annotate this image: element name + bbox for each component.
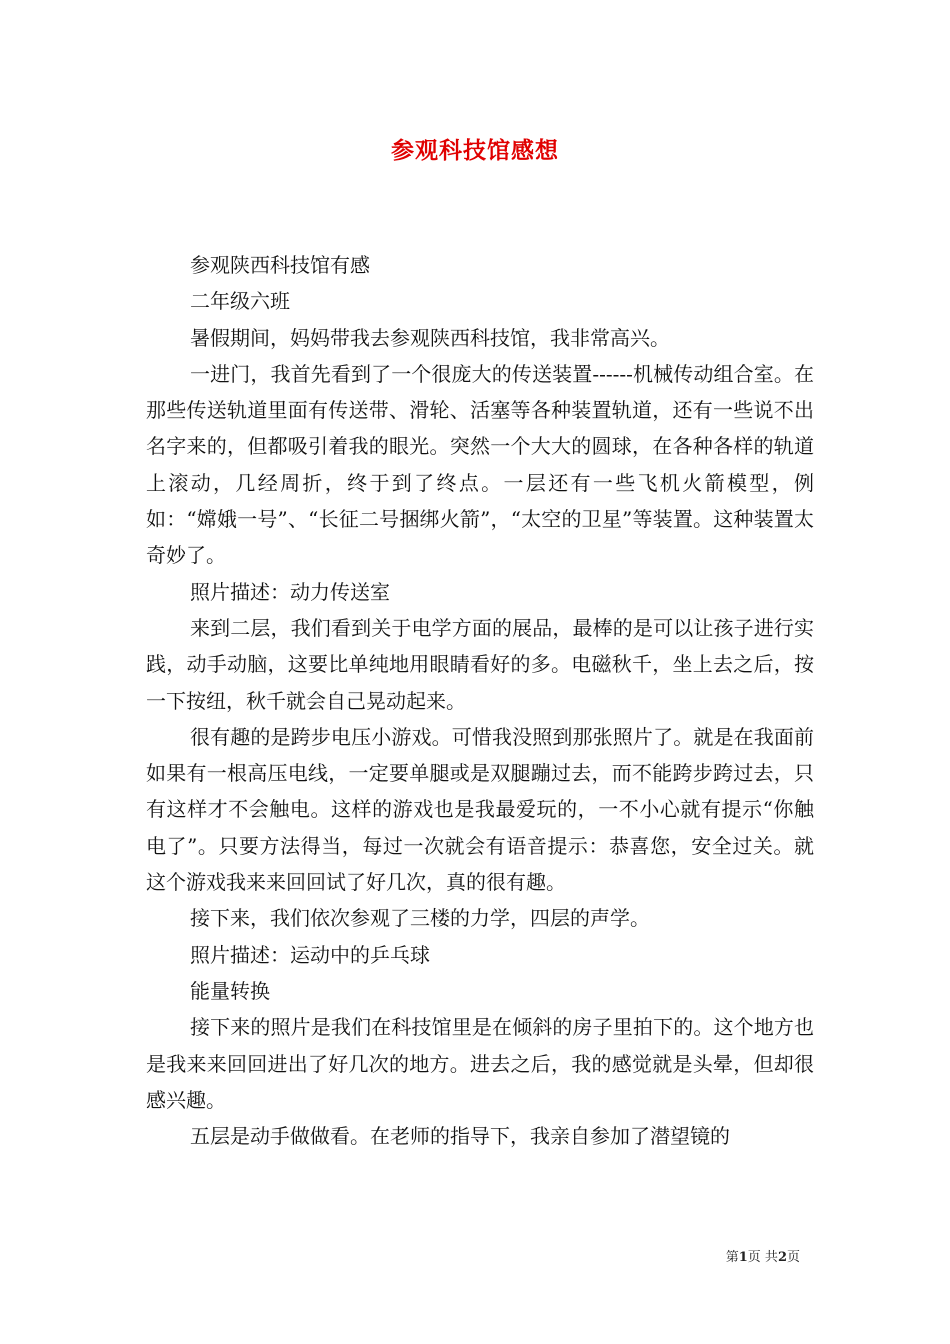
paragraph: 能量转换 [190, 978, 270, 1003]
paragraph: 很有趣的是跨步电压小游戏。可惜我没照到那张照片了。就是在我面前如果有一根高压电线，一定要单腿或是双腿蹦过去，而不能跨步跨过去，只有这样才不会触电。这样的游戏也是我最爱玩的，一不小心就有提示“你触电了”。只要方法得当，每过一次就会有语音提示：恭喜您，安全过关。就这个游戏我来来回回试了好几次，真的很有趣。 [146, 724, 814, 895]
current-page-number: 1 [738, 1250, 748, 1265]
paragraph: 一进门，我首先看到了一个很庞大的传送装置------机械传动组合室。在那些传送轨道里面有传送带、滑轮、活塞等各种装置轨道，还有一些说不出名字来的，但都吸引着我的眼光。突然一个大大的圆球，在各种各样的轨道上滚动，几经周折，终于到了终点。一层还有一些飞机火箭模型，例如：“嫦娥一号”、“长征二号捆绑火箭”，“太空的卫星”等装置。这种装置太奇妙了。 [146, 361, 814, 568]
paragraph-subtitle: 参观陕西科技馆有感 [190, 253, 370, 277]
total-pages-number: 2 [777, 1250, 787, 1265]
footer-suffix: 页 [786, 1250, 800, 1265]
photo-caption: 照片描述：运动中的乒乓球 [190, 942, 430, 967]
document-body [146, 247, 814, 1154]
page-footer [726, 1246, 800, 1265]
paragraph: 五层是动手做做看。在老师的指导下，我亲自参加了潜望镜的 [190, 1124, 730, 1149]
paragraph: 来到二层，我们看到关于电学方面的展品，最棒的是可以让孩子进行实践，动手动脑，这要比单纯地用眼睛看好的多。电磁秋千，坐上去之后，按一下按纽，秋千就会自己晃动起来。 [146, 615, 814, 713]
document-title: 参观科技馆感想 [391, 137, 559, 164]
footer-prefix: 第 [725, 1250, 739, 1265]
paragraph: 接下来，我们依次参观了三楼的力学，四层的声学。 [190, 906, 650, 931]
photo-caption: 照片描述：动力传送室 [190, 579, 390, 604]
paragraph-class: 二年级六班 [190, 289, 290, 314]
paragraph: 接下来的照片是我们在科技馆里是在倾斜的房子里拍下的。这个地方也是我来来回回进出了好几次的地方。进去之后，我的感觉就是头晕，但却很感兴趣。 [146, 1015, 814, 1112]
paragraph: 暑假期间，妈妈带我去参观陕西科技馆，我非常高兴。 [190, 325, 670, 350]
footer-middle: 页 共 [747, 1250, 778, 1265]
